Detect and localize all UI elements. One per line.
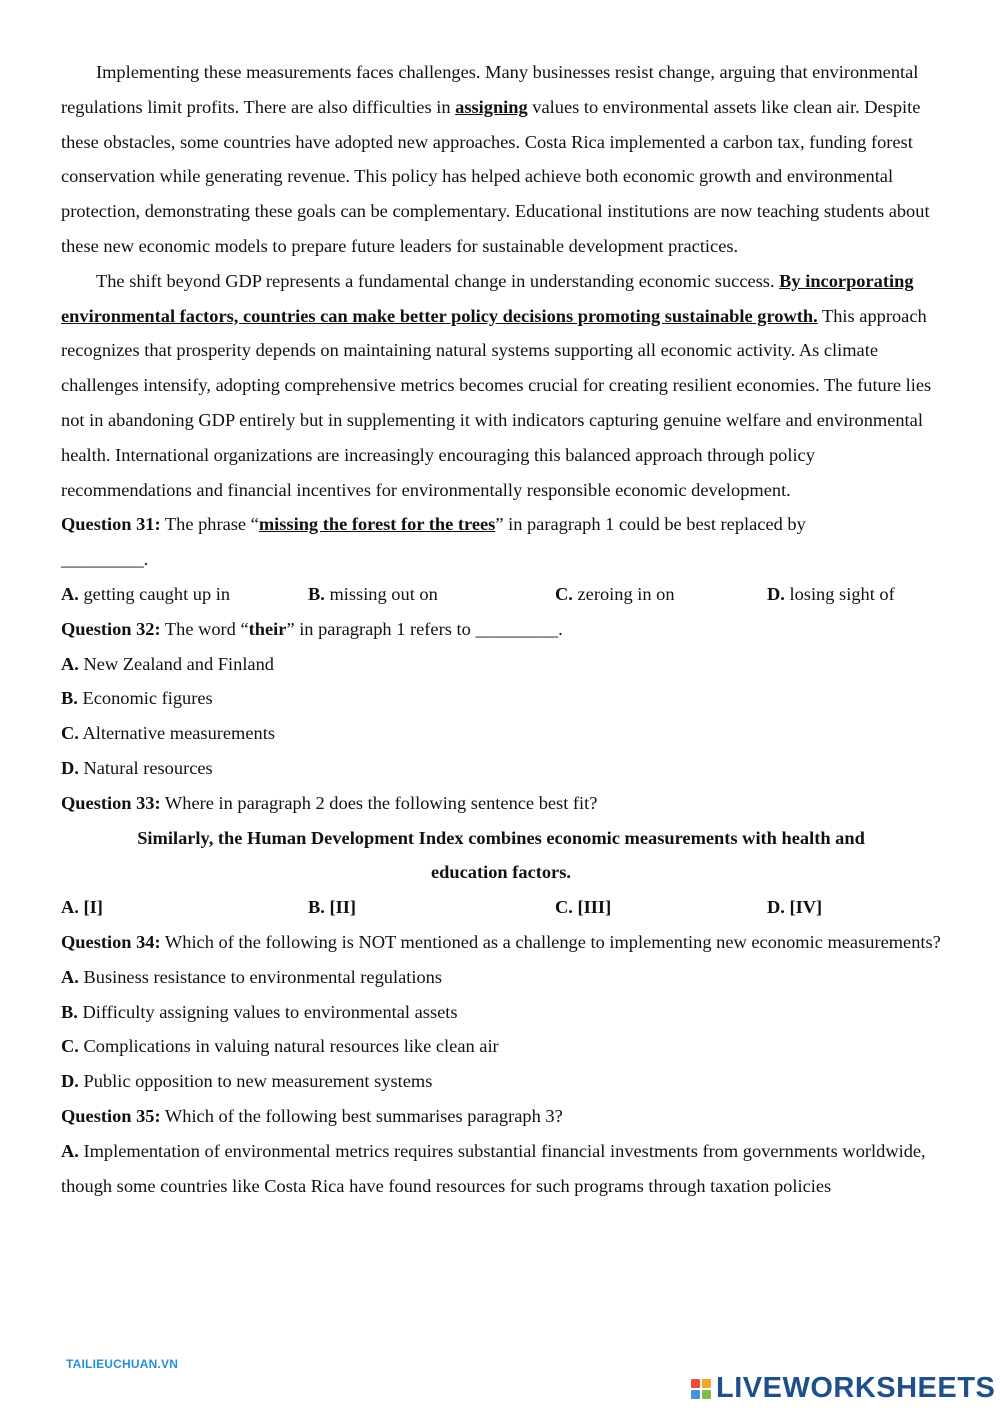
q31-option-a-letter: A.: [61, 583, 79, 604]
q31-option-d-letter: D.: [767, 583, 785, 604]
question-31: [61, 507, 941, 542]
question-33-label: Question 33:: [61, 792, 161, 813]
worksheet-page: [61, 55, 941, 1203]
q33-option-b[interactable]: B. [II]: [308, 897, 357, 918]
question-31-phrase: missing the forest for the trees: [258, 514, 496, 535]
q33-option-d[interactable]: D. [IV]: [767, 897, 823, 918]
q31-option-b-letter: B.: [308, 583, 325, 604]
q34-option-a-letter: A.: [61, 966, 79, 987]
paragraph-3-text-end: values to environmental assets like clean air. Despite these obstacles, some countries have adopted new approaches. Costa Rica implemented a carbon tax, funding forest conservation while generating revenue. This policy has helped achieve both economic growth and environmental protection, demonstrating these goals can be complementary. Educational institutions are now teaching students about these new economic models to prepare future leaders for sustainable development practices.: [61, 96, 930, 256]
question-33: [61, 786, 941, 821]
q32-option-c[interactable]: [61, 716, 941, 751]
q32-option-b-text: Economic figures: [77, 688, 213, 709]
q35-option-a-letter: A.: [61, 1140, 79, 1161]
paragraph-3: [61, 55, 941, 264]
question-32-label: Question 32:: [61, 618, 161, 639]
q34-option-b-text: Difficulty assigning values to environmental assets: [77, 1001, 458, 1022]
q34-option-b[interactable]: [61, 995, 941, 1030]
q34-option-d-text: Public opposition to new measurement systems: [78, 1071, 433, 1092]
q31-option-d[interactable]: [767, 577, 941, 612]
tailieuchuan-logo: [66, 1357, 178, 1371]
q34-option-c-text: Complications in valuing natural resources like clean air: [78, 1036, 499, 1057]
q32-option-d-text: Natural resources: [78, 757, 213, 778]
question-32-text: The word “: [160, 618, 249, 639]
highlighted-sentence: By incorporating environmental factors, countries can make better policy decisions promoting sustainable growth.: [61, 270, 914, 326]
paragraph-4-text: The shift beyond GDP represents a fundamental change in understanding economic success.: [96, 270, 780, 291]
question-33-sentence: Similarly, the Human Development Index combines economic measurements with health and education factors.: [137, 827, 865, 883]
question-34: [61, 925, 941, 960]
liveworksheets-logo-text: LIVEWORKSHEETS: [716, 1372, 996, 1404]
q32-option-d[interactable]: [61, 751, 941, 786]
question-34-text: Which of the following is NOT mentioned as a challenge to implementing new economic measurements?: [160, 931, 941, 952]
q32-option-b[interactable]: [61, 681, 941, 716]
question-32: [61, 612, 941, 647]
tailieuchuan-logo-text: TAILIEUCHUAN.VN: [66, 1357, 179, 1371]
q34-option-a-text: Business resistance to environmental regulations: [78, 966, 443, 987]
q35-option-a[interactable]: [61, 1134, 941, 1204]
q31-option-d-text: losing sight of: [784, 583, 895, 604]
q33-option-c[interactable]: C. [III]: [555, 897, 612, 918]
q31-option-c-letter: C.: [555, 583, 573, 604]
liveworksheets-grid-icon: [690, 1378, 712, 1400]
question-31-text-end: ” in paragraph 1 could be best replaced by: [495, 514, 806, 535]
q35-option-a-text: Implementation of environmental metrics requires substantial financial investments from governments worldwide, though some countries like Costa Rica have found resources for such programs through taxation policies: [61, 1140, 926, 1196]
q32-option-c-text: Alternative measurements: [78, 723, 275, 744]
q32-option-a-text: New Zealand and Finland: [78, 653, 274, 674]
question-35-text: Which of the following best summarises paragraph 3?: [160, 1105, 563, 1126]
q32-option-a-letter: A.: [61, 653, 79, 674]
q31-option-b-text: missing out on: [324, 583, 438, 604]
question-31-text: The phrase “: [160, 514, 259, 535]
question-31-blank[interactable]: _________.: [61, 549, 149, 570]
q31-option-c[interactable]: [555, 577, 767, 612]
question-34-label: Question 34:: [61, 931, 161, 952]
question-32-word: their: [248, 618, 287, 639]
question-35-label: Question 35:: [61, 1105, 161, 1126]
question-31-label: Question 31:: [61, 514, 161, 535]
q32-option-b-letter: B.: [61, 688, 78, 709]
q33-option-a[interactable]: A. [I]: [61, 897, 103, 918]
q32-option-d-letter: D.: [61, 757, 79, 778]
q34-option-a[interactable]: [61, 960, 941, 995]
question-32-text-end[interactable]: ” in paragraph 1 refers to _________.: [286, 618, 563, 639]
q32-option-a[interactable]: [61, 647, 941, 682]
q31-option-a[interactable]: [61, 577, 308, 612]
q31-option-a-text: getting caught up in: [78, 583, 231, 604]
q34-option-c[interactable]: [61, 1029, 941, 1064]
q34-option-c-letter: C.: [61, 1036, 79, 1057]
paragraph-4: [61, 264, 941, 508]
question-33-options: [61, 890, 941, 925]
paragraph-4-text-end: This approach recognizes that prosperity depends on maintaining natural systems supporting all economic activity. As climate challenges intensify, adopting comprehensive metrics becomes crucial for creating resilient economies. The future lies not in abandoning GDP entirely but in supplementing it with indicators capturing genuine welfare and environmental health. International organizations are increasingly encouraging this balanced approach through policy recommendations and financial incentives for environmentally responsible economic development.: [61, 305, 932, 500]
question-31-options: [61, 577, 941, 612]
liveworksheets-logo[interactable]: [690, 1372, 995, 1405]
q32-option-c-letter: C.: [61, 723, 79, 744]
q34-option-b-letter: B.: [61, 1001, 78, 1022]
q34-option-d-letter: D.: [61, 1071, 79, 1092]
q31-option-c-text: zeroing in on: [572, 583, 675, 604]
q31-option-b[interactable]: [308, 577, 555, 612]
highlighted-word-assigning: assigning: [455, 96, 528, 117]
question-33-text: Where in paragraph 2 does the following sentence best fit?: [160, 792, 598, 813]
question-35: [61, 1099, 941, 1134]
paragraph-3-text: Implementing these measurements faces challenges. Many businesses resist change, arguing that environmental regulations limit profits. There are also difficulties in: [61, 62, 919, 117]
q34-option-d[interactable]: [61, 1064, 941, 1099]
